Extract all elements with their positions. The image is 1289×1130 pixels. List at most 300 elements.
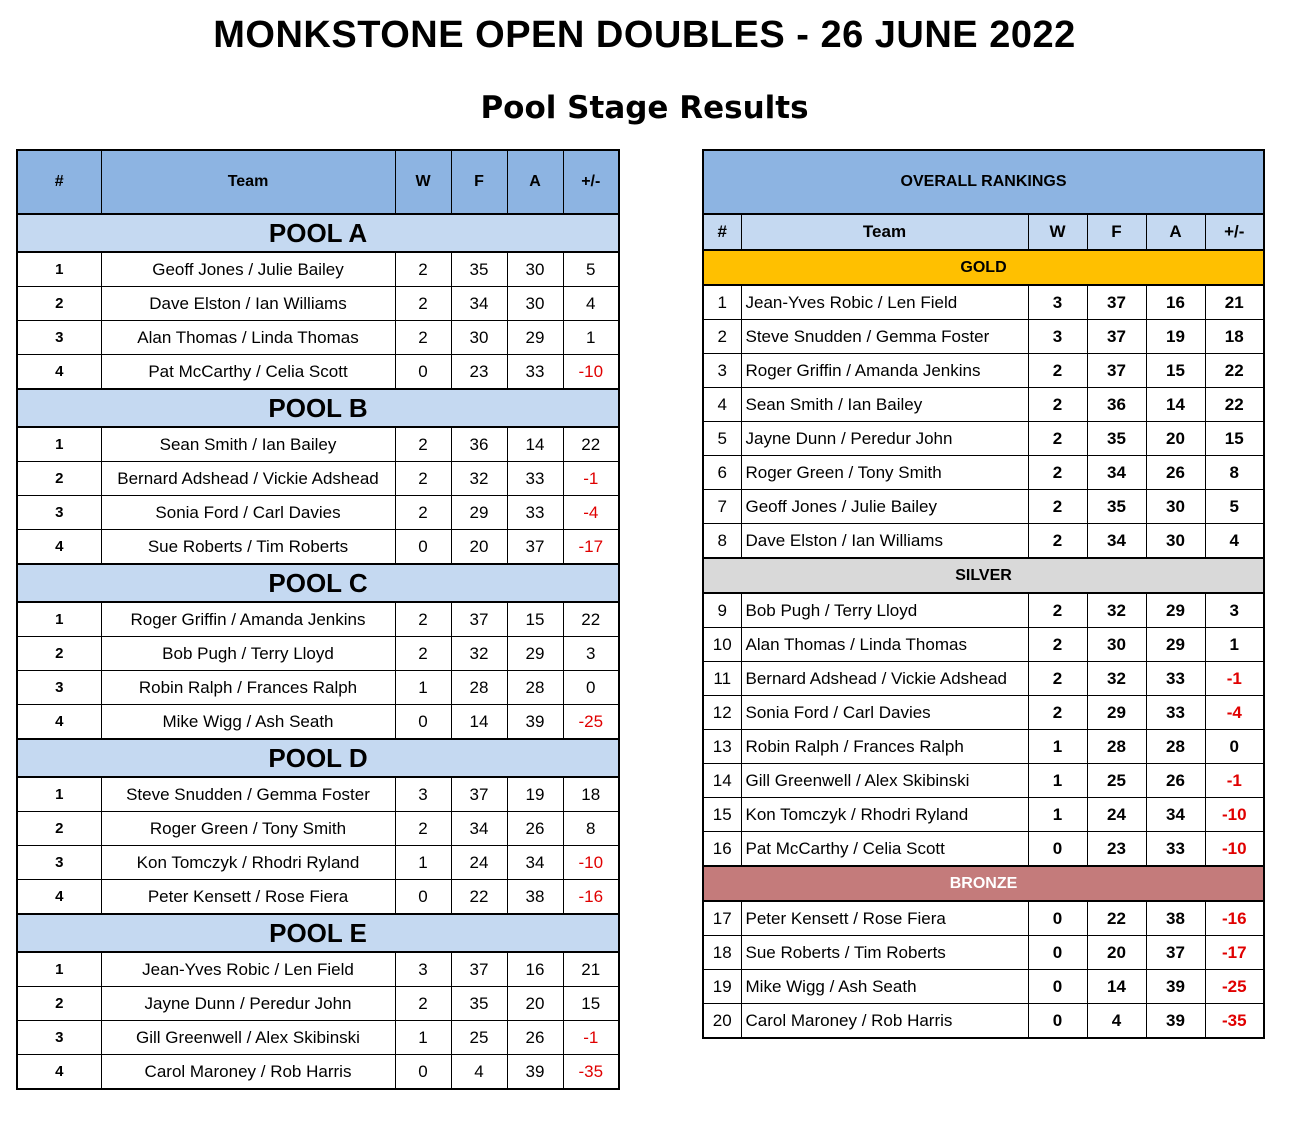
cell-points-for: 28: [1087, 730, 1146, 764]
cell-wins: 0: [395, 880, 451, 915]
cell-difference: 3: [1205, 593, 1264, 628]
cell-rank: 4: [17, 355, 101, 390]
cell-rank: 2: [17, 462, 101, 496]
table-row: [703, 662, 1264, 696]
cell-team: Pat McCarthy / Celia Scott: [101, 355, 395, 390]
cell-rank: 2: [17, 812, 101, 846]
cell-team: Sean Smith / Ian Bailey: [101, 427, 395, 462]
cell-team: Jean-Yves Robic / Len Field: [741, 285, 1028, 320]
cell-wins: 3: [1028, 320, 1087, 354]
cell-difference: -16: [1205, 901, 1264, 936]
cell-rank: 14: [703, 764, 741, 798]
cell-team: Pat McCarthy / Celia Scott: [741, 832, 1028, 867]
cell-rank: 4: [17, 880, 101, 915]
cell-points-against: 20: [507, 987, 563, 1021]
pool-name: POOL D: [17, 739, 619, 777]
cell-wins: 0: [395, 355, 451, 390]
cell-points-for: 32: [1087, 593, 1146, 628]
cell-wins: 2: [395, 427, 451, 462]
cell-wins: 0: [1028, 936, 1087, 970]
cell-points-for: 29: [451, 496, 507, 530]
cell-rank: 1: [17, 427, 101, 462]
cell-rank: 1: [703, 285, 741, 320]
cell-points-against: 29: [1146, 593, 1205, 628]
pool-name: POOL C: [17, 564, 619, 602]
cell-difference: 4: [1205, 524, 1264, 559]
cell-difference: -1: [563, 1021, 619, 1055]
cell-points-for: 22: [451, 880, 507, 915]
cell-team: Sonia Ford / Carl Davies: [101, 496, 395, 530]
cell-rank: 10: [703, 628, 741, 662]
table-row: [17, 427, 619, 462]
cell-points-for: 35: [1087, 422, 1146, 456]
cell-points-for: 34: [451, 287, 507, 321]
table-row: [17, 602, 619, 637]
cell-difference: -10: [563, 846, 619, 880]
cell-difference: 22: [563, 602, 619, 637]
cell-points-against: 28: [1146, 730, 1205, 764]
table-row: [703, 832, 1264, 867]
cell-difference: -10: [563, 355, 619, 390]
table-row: [703, 970, 1264, 1004]
cell-difference: -10: [1205, 832, 1264, 867]
rankings-column-header: [703, 214, 1264, 250]
cell-points-for: 14: [451, 705, 507, 740]
cell-team: Mike Wigg / Ash Seath: [101, 705, 395, 740]
header-difference: +/-: [1205, 214, 1264, 250]
cell-points-for: 37: [451, 777, 507, 812]
table-row: [17, 1055, 619, 1090]
cell-wins: 0: [395, 1055, 451, 1090]
table-row: [17, 987, 619, 1021]
cell-team: Peter Kensett / Rose Fiera: [741, 901, 1028, 936]
tier-name: GOLD: [703, 250, 1264, 285]
tier-heading-silver: [703, 558, 1264, 593]
cell-wins: 0: [1028, 1004, 1087, 1039]
cell-difference: -10: [1205, 798, 1264, 832]
cell-rank: 5: [703, 422, 741, 456]
cell-points-against: 19: [1146, 320, 1205, 354]
cell-points-against: 39: [507, 705, 563, 740]
cell-points-for: 32: [1087, 662, 1146, 696]
table-row: [703, 1004, 1264, 1039]
cell-difference: 1: [563, 321, 619, 355]
cell-rank: 13: [703, 730, 741, 764]
cell-team: Sonia Ford / Carl Davies: [741, 696, 1028, 730]
cell-rank: 7: [703, 490, 741, 524]
cell-wins: 0: [1028, 901, 1087, 936]
cell-team: Dave Elston / Ian Williams: [741, 524, 1028, 559]
cell-points-for: 22: [1087, 901, 1146, 936]
table-row: [17, 952, 619, 987]
cell-team: Gill Greenwell / Alex Skibinski: [101, 1021, 395, 1055]
cell-team: Jayne Dunn / Peredur John: [101, 987, 395, 1021]
cell-rank: 9: [703, 593, 741, 628]
cell-wins: 2: [1028, 593, 1087, 628]
cell-points-for: 34: [1087, 524, 1146, 559]
cell-points-for: 20: [451, 530, 507, 565]
cell-team: Roger Griffin / Amanda Jenkins: [101, 602, 395, 637]
cell-difference: -17: [563, 530, 619, 565]
cell-team: Gill Greenwell / Alex Skibinski: [741, 764, 1028, 798]
cell-team: Roger Green / Tony Smith: [741, 456, 1028, 490]
cell-wins: 2: [395, 602, 451, 637]
cell-rank: 17: [703, 901, 741, 936]
cell-points-for: 35: [451, 252, 507, 287]
cell-team: Jean-Yves Robic / Len Field: [101, 952, 395, 987]
cell-points-against: 16: [1146, 285, 1205, 320]
cell-rank: 2: [17, 637, 101, 671]
table-row: [17, 637, 619, 671]
cell-wins: 1: [395, 1021, 451, 1055]
tier-name: BRONZE: [703, 866, 1264, 901]
cell-difference: 0: [563, 671, 619, 705]
cell-points-for: 4: [1087, 1004, 1146, 1039]
cell-points-for: 25: [451, 1021, 507, 1055]
cell-points-against: 34: [1146, 798, 1205, 832]
table-row: [703, 490, 1264, 524]
cell-wins: 2: [1028, 354, 1087, 388]
cell-wins: 0: [395, 530, 451, 565]
pool-heading-row: [17, 564, 619, 602]
cell-difference: 22: [563, 427, 619, 462]
table-row: [703, 593, 1264, 628]
pool-heading-row: [17, 214, 619, 252]
header-difference: +/-: [563, 150, 619, 214]
cell-points-for: 23: [1087, 832, 1146, 867]
table-row: [703, 422, 1264, 456]
cell-points-against: 33: [1146, 662, 1205, 696]
cell-points-for: 37: [1087, 285, 1146, 320]
table-row: [17, 705, 619, 740]
cell-team: Sue Roberts / Tim Roberts: [741, 936, 1028, 970]
cell-difference: 15: [563, 987, 619, 1021]
cell-difference: -25: [563, 705, 619, 740]
pool-name: POOL A: [17, 214, 619, 252]
cell-difference: 1: [1205, 628, 1264, 662]
cell-rank: 1: [17, 777, 101, 812]
cell-team: Carol Maroney / Rob Harris: [741, 1004, 1028, 1039]
cell-points-against: 26: [1146, 456, 1205, 490]
table-row: [703, 320, 1264, 354]
cell-rank: 4: [703, 388, 741, 422]
cell-wins: 2: [1028, 490, 1087, 524]
table-row: [703, 524, 1264, 559]
table-row: [17, 462, 619, 496]
cell-wins: 3: [395, 777, 451, 812]
cell-points-against: 33: [1146, 696, 1205, 730]
cell-points-for: 24: [451, 846, 507, 880]
cell-points-for: 4: [451, 1055, 507, 1090]
table-row: [17, 812, 619, 846]
cell-points-for: 37: [451, 952, 507, 987]
pool-heading-row: [17, 389, 619, 427]
cell-difference: -4: [563, 496, 619, 530]
cell-rank: 18: [703, 936, 741, 970]
cell-team: Roger Griffin / Amanda Jenkins: [741, 354, 1028, 388]
cell-points-against: 37: [1146, 936, 1205, 970]
cell-team: Roger Green / Tony Smith: [101, 812, 395, 846]
table-row: [17, 846, 619, 880]
cell-wins: 2: [395, 496, 451, 530]
cell-points-against: 16: [507, 952, 563, 987]
cell-difference: 4: [563, 287, 619, 321]
cell-wins: 2: [1028, 628, 1087, 662]
cell-wins: 1: [1028, 764, 1087, 798]
header-rank: #: [17, 150, 101, 214]
cell-rank: 4: [17, 1055, 101, 1090]
table-row: [703, 628, 1264, 662]
cell-wins: 2: [1028, 456, 1087, 490]
cell-difference: 21: [1205, 285, 1264, 320]
cell-rank: 2: [703, 320, 741, 354]
cell-wins: 2: [395, 252, 451, 287]
cell-points-for: 25: [1087, 764, 1146, 798]
table-row: [703, 354, 1264, 388]
tier-heading-bronze: [703, 866, 1264, 901]
cell-team: Dave Elston / Ian Williams: [101, 287, 395, 321]
cell-rank: 3: [703, 354, 741, 388]
cell-points-for: 30: [451, 321, 507, 355]
cell-difference: -1: [1205, 662, 1264, 696]
cell-points-against: 33: [507, 355, 563, 390]
cell-points-for: 37: [1087, 320, 1146, 354]
cell-wins: 1: [1028, 730, 1087, 764]
cell-wins: 3: [395, 952, 451, 987]
cell-difference: -16: [563, 880, 619, 915]
cell-points-for: 36: [1087, 388, 1146, 422]
header-points-for: F: [1087, 214, 1146, 250]
table-row: [17, 355, 619, 390]
tier-name: SILVER: [703, 558, 1264, 593]
cell-rank: 1: [17, 952, 101, 987]
cell-points-against: 38: [507, 880, 563, 915]
cell-team: Robin Ralph / Frances Ralph: [101, 671, 395, 705]
table-row: [703, 388, 1264, 422]
cell-points-against: 38: [1146, 901, 1205, 936]
cell-wins: 0: [1028, 832, 1087, 867]
cell-team: Kon Tomczyk / Rhodri Ryland: [741, 798, 1028, 832]
table-row: [17, 1021, 619, 1055]
cell-points-for: 35: [451, 987, 507, 1021]
cell-difference: 21: [563, 952, 619, 987]
cell-rank: 12: [703, 696, 741, 730]
cell-team: Jayne Dunn / Peredur John: [741, 422, 1028, 456]
cell-points-against: 33: [507, 496, 563, 530]
table-row: [703, 456, 1264, 490]
cell-team: Carol Maroney / Rob Harris: [101, 1055, 395, 1090]
cell-points-for: 20: [1087, 936, 1146, 970]
page-subtitle: Pool Stage Results: [480, 90, 809, 126]
rankings-heading: OVERALL RANKINGS: [703, 150, 1264, 214]
cell-points-against: 26: [507, 1021, 563, 1055]
table-row: [703, 764, 1264, 798]
cell-wins: 2: [1028, 388, 1087, 422]
table-row: [17, 880, 619, 915]
cell-wins: 2: [395, 321, 451, 355]
cell-points-against: 33: [507, 462, 563, 496]
cell-points-against: 15: [1146, 354, 1205, 388]
cell-rank: 16: [703, 832, 741, 867]
cell-wins: 2: [395, 287, 451, 321]
cell-rank: 19: [703, 970, 741, 1004]
cell-wins: 0: [395, 705, 451, 740]
cell-rank: 4: [17, 705, 101, 740]
cell-points-for: 35: [1087, 490, 1146, 524]
cell-team: Bob Pugh / Terry Lloyd: [741, 593, 1028, 628]
cell-wins: 2: [395, 637, 451, 671]
cell-wins: 1: [395, 671, 451, 705]
cell-points-against: 14: [1146, 388, 1205, 422]
cell-points-for: 34: [451, 812, 507, 846]
cell-difference: 8: [1205, 456, 1264, 490]
cell-team: Steve Snudden / Gemma Foster: [741, 320, 1028, 354]
cell-difference: 3: [563, 637, 619, 671]
cell-points-for: 36: [451, 427, 507, 462]
cell-wins: 1: [1028, 798, 1087, 832]
cell-difference: 5: [1205, 490, 1264, 524]
cell-difference: -35: [1205, 1004, 1264, 1039]
cell-points-for: 32: [451, 462, 507, 496]
cell-rank: 1: [17, 602, 101, 637]
cell-team: Bernard Adshead / Vickie Adshead: [741, 662, 1028, 696]
cell-rank: 2: [17, 987, 101, 1021]
cell-rank: 1: [17, 252, 101, 287]
cell-team: Peter Kensett / Rose Fiera: [101, 880, 395, 915]
cell-wins: 3: [1028, 285, 1087, 320]
cell-rank: 3: [17, 846, 101, 880]
cell-points-for: 23: [451, 355, 507, 390]
cell-wins: 1: [395, 846, 451, 880]
cell-points-against: 34: [507, 846, 563, 880]
cell-team: Bernard Adshead / Vickie Adshead: [101, 462, 395, 496]
cell-team: Sean Smith / Ian Bailey: [741, 388, 1028, 422]
cell-wins: 2: [1028, 524, 1087, 559]
pool-table-header: [17, 150, 619, 214]
table-row: [703, 696, 1264, 730]
cell-rank: 8: [703, 524, 741, 559]
cell-team: Robin Ralph / Frances Ralph: [741, 730, 1028, 764]
cell-difference: -4: [1205, 696, 1264, 730]
cell-difference: 0: [1205, 730, 1264, 764]
header-wins: W: [1028, 214, 1087, 250]
cell-points-against: 26: [1146, 764, 1205, 798]
cell-points-against: 14: [507, 427, 563, 462]
cell-points-against: 15: [507, 602, 563, 637]
cell-points-for: 37: [1087, 354, 1146, 388]
cell-points-for: 37: [451, 602, 507, 637]
cell-difference: 15: [1205, 422, 1264, 456]
cell-rank: 3: [17, 321, 101, 355]
table-row: [703, 730, 1264, 764]
cell-rank: 11: [703, 662, 741, 696]
table-row: [703, 285, 1264, 320]
pool-heading-row: [17, 914, 619, 952]
cell-points-against: 29: [1146, 628, 1205, 662]
header-points-against: A: [1146, 214, 1205, 250]
cell-points-for: 34: [1087, 456, 1146, 490]
cell-points-against: 30: [1146, 490, 1205, 524]
table-row: [17, 530, 619, 565]
cell-difference: 8: [563, 812, 619, 846]
header-rank: #: [703, 214, 741, 250]
cell-points-for: 24: [1087, 798, 1146, 832]
cell-rank: 3: [17, 496, 101, 530]
cell-rank: 15: [703, 798, 741, 832]
cell-team: Bob Pugh / Terry Lloyd: [101, 637, 395, 671]
table-row: [703, 901, 1264, 936]
cell-points-for: 28: [451, 671, 507, 705]
cell-wins: 2: [395, 987, 451, 1021]
cell-points-against: 30: [1146, 524, 1205, 559]
cell-points-against: 39: [1146, 970, 1205, 1004]
pool-name: POOL B: [17, 389, 619, 427]
header-points-against: A: [507, 150, 563, 214]
header-points-for: F: [451, 150, 507, 214]
table-row: [703, 936, 1264, 970]
cell-rank: 20: [703, 1004, 741, 1039]
cell-team: Kon Tomczyk / Rhodri Ryland: [101, 846, 395, 880]
table-row: [17, 252, 619, 287]
cell-points-against: 29: [507, 637, 563, 671]
pool-results-table: [16, 149, 620, 1090]
overall-rankings-table: [702, 149, 1265, 1039]
cell-difference: 18: [563, 777, 619, 812]
header-wins: W: [395, 150, 451, 214]
header-team: Team: [101, 150, 395, 214]
cell-team: Steve Snudden / Gemma Foster: [101, 777, 395, 812]
pool-name: POOL E: [17, 914, 619, 952]
cell-difference: 5: [563, 252, 619, 287]
cell-points-for: 14: [1087, 970, 1146, 1004]
cell-points-against: 30: [507, 287, 563, 321]
cell-team: Alan Thomas / Linda Thomas: [101, 321, 395, 355]
rankings-title-row: [703, 150, 1264, 214]
cell-points-against: 29: [507, 321, 563, 355]
cell-points-against: 28: [507, 671, 563, 705]
table-row: [703, 798, 1264, 832]
table-row: [17, 321, 619, 355]
cell-team: Geoff Jones / Julie Bailey: [741, 490, 1028, 524]
cell-points-against: 33: [1146, 832, 1205, 867]
cell-difference: -25: [1205, 970, 1264, 1004]
cell-wins: 2: [1028, 422, 1087, 456]
table-row: [17, 287, 619, 321]
table-row: [17, 777, 619, 812]
cell-points-for: 30: [1087, 628, 1146, 662]
cell-difference: -17: [1205, 936, 1264, 970]
cell-wins: 2: [1028, 696, 1087, 730]
table-row: [17, 496, 619, 530]
cell-difference: -1: [1205, 764, 1264, 798]
cell-rank: 3: [17, 1021, 101, 1055]
cell-points-for: 29: [1087, 696, 1146, 730]
cell-difference: 22: [1205, 388, 1264, 422]
cell-points-against: 39: [1146, 1004, 1205, 1039]
cell-wins: 2: [1028, 662, 1087, 696]
cell-team: Alan Thomas / Linda Thomas: [741, 628, 1028, 662]
cell-team: Geoff Jones / Julie Bailey: [101, 252, 395, 287]
pool-heading-row: [17, 739, 619, 777]
cell-points-against: 39: [507, 1055, 563, 1090]
cell-rank: 3: [17, 671, 101, 705]
cell-rank: 4: [17, 530, 101, 565]
cell-points-against: 20: [1146, 422, 1205, 456]
cell-difference: -35: [563, 1055, 619, 1090]
cell-wins: 2: [395, 812, 451, 846]
header-team: Team: [741, 214, 1028, 250]
cell-difference: -1: [563, 462, 619, 496]
